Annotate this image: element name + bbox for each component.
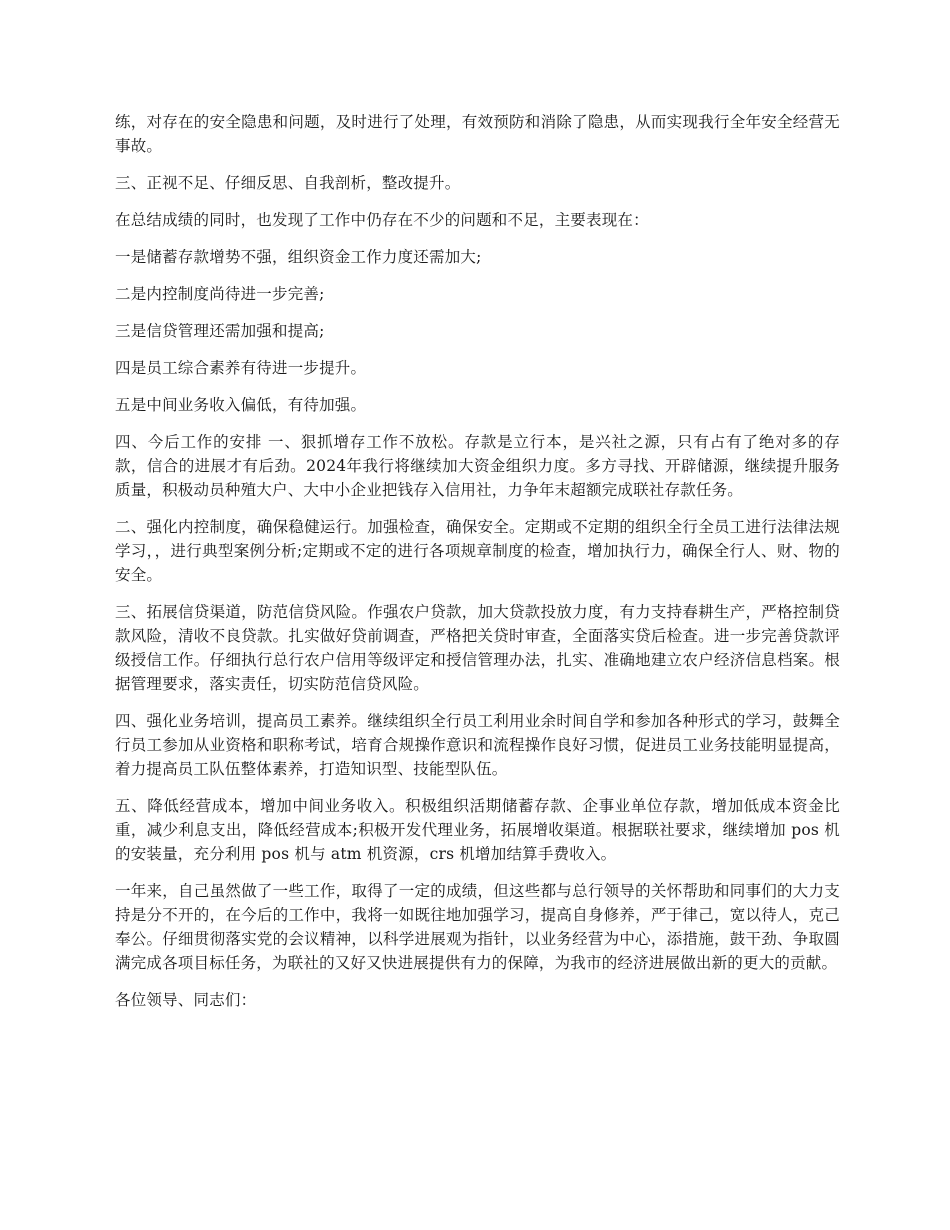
list-item-shortcoming-4: 四是员工综合素养有待进一步提升。: [115, 359, 367, 377]
paragraph-cost-reduction: 五、降低经营成本，增加中间业务收入。积极组织活期储蓄存款、企事业单位存款，增加低成本资金比重，减少利息支出，降低经营成本;积极开发代理业务，拓展增收渠道。根据联社要求，继续增加 pos 机的安装量，充分利用 pos 机与 atm 机资源，crs 机增加结算手费收入。: [115, 797, 840, 863]
list-item-shortcoming-2: 二是内控制度尚待进一步完善;: [115, 285, 325, 303]
paragraph-internal-control: 二、强化内控制度，确保稳健运行。加强检查，确保安全。定期或不定期的组织全行全员工进行法律法规学习，，进行典型案例分析;定期或不定的进行各项规章制度的检查，增加执行力，确保全行人、财、物的安全。: [115, 518, 840, 584]
list-item-shortcoming-5: 五是中间业务收入偏低，有待加强。: [115, 396, 367, 414]
paragraph-staff-training: 四、强化业务培训，提高员工素养。继续组织全行员工利用业余时间自学和参加各种形式的学习，鼓舞全行员工参加从业资格和职称考试，培育合规操作意识和流程操作良好习惯，促进员工业务技能明显提高，着力提高员工队伍整体素养，打造知识型、技能型队伍。: [115, 712, 840, 778]
list-item-shortcoming-1: 一是储蓄存款增势不强，组织资金工作力度还需加大;: [115, 248, 482, 266]
paragraph-salutation: 各位领导、同志们：: [115, 991, 257, 1009]
section-heading-shortcomings: 三、正视不足、仔细反思、自我剖析，整改提升。: [115, 174, 461, 192]
paragraph-closing-remarks: 一年来，自己虽然做了一些工作，取得了一定的成绩，但这些都与总行领导的关怀帮助和同事们的大力支持是分不开的，在今后的工作中，我将一如既往地加强学习，提高自身修养，严于律己，宽以待人，克己奉公。仔细贯彻落实党的会议精神，以科学进展观为指针，以业务经营为中心，添措施，鼓干劲、争取圆满完成各项目标任务，为联社的又好又快进展提供有力的保障，为我市的经济进展做出新的更大的贡献。: [115, 882, 840, 972]
list-item-shortcoming-3: 三是信贷管理还需加强和提高;: [115, 322, 325, 340]
paragraph-safety-summary: 练，对存在的安全隐患和问题，及时进行了处理，有效预防和消除了隐患，从而实现我行全年安全经营无事故。: [115, 113, 840, 155]
document-body: [115, 110, 840, 1025]
paragraph-shortcomings-intro: 在总结成绩的同时，也发现了工作中仍存在不少的问题和不足，主要表现在：: [115, 211, 649, 229]
paragraph-credit-channels: 三、拓展信贷渠道，防范信贷风险。作强农户贷款，加大贷款投放力度，有力支持春耕生产，严格控制贷款风险，清收不良贷款。扎实做好贷前调查，严格把关贷时审查，全面落实贷后检查。进一步完善贷款评级授信工作。仔细执行总行农户信用等级评定和授信管理办法，扎实、准确地建立农户经济信息档案。根据管理要求，落实责任，切实防范信贷风险。: [115, 603, 840, 693]
paragraph-future-plan-deposits: 四、今后工作的安排 一、狠抓增存工作不放松。存款是立行本，是兴社之源，只有占有了绝对多的存款，信合的进展才有后劲。2024年我行将继续加大资金组织力度。多方寻找、开辟储源，继续提升服务质量，积极动员种殖大户、大中小企业把钱存入信用社，力争年末超额完成联社存款任务。: [115, 433, 840, 499]
